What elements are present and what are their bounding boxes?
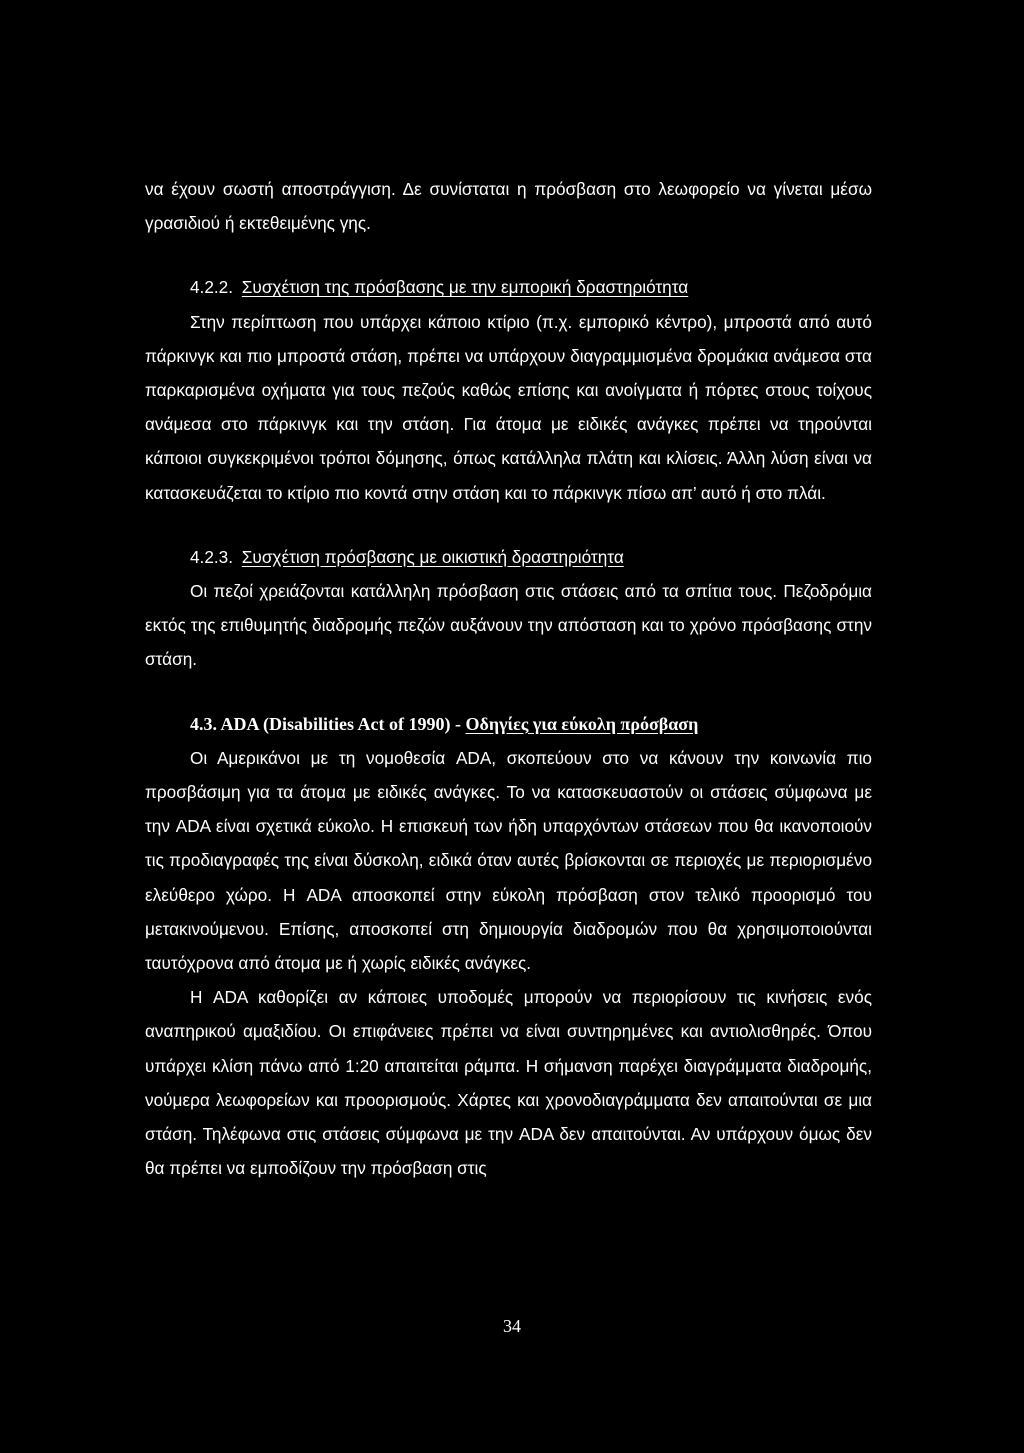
section-title: Συσχέτιση της πρόσβασης με την εμπορική δραστηριότητα: [241, 277, 689, 298]
page-content: [145, 172, 872, 1185]
section-paragraph-1: Οι Αμερικάνοι με τη νομοθεσία ADA, σκοπεύουν στο να κάνουν την κοινωνία πιο προσβάσιμη για τα άτομα με ειδικές ανάγκες. Το να κατασκευαστούν οι στάσεις σύμφωνα με την ADA είναι σχετικά εύκολο. Η επισκευή των ήδη υπαρχόντων στάσεων που θα ικανοποιούν τις προδιαγραφές της είναι δύσκολη, ειδικά όταν αυτές βρίσκονται σε περιοχές με περιορισμένο ελεύθερο χώρο. Η ADA αποσκοπεί στην εύκολη πρόσβαση στον τελικό προορισμό του μετακινούμενου. Επίσης, αποσκοπεί στη δημιουργία διαδρομών που θα χρησιμοποιούνται ταυτόχρονα από άτομα με ή χωρίς ειδικές ανάγκες.: [145, 747, 872, 974]
section-heading-4-2-3: [145, 540, 872, 574]
section-title: Οδηγίες για εύκολη πρόσβαση: [465, 713, 699, 734]
section-number: 4.2.3.: [190, 546, 234, 567]
section-number: 4.3.: [190, 713, 217, 734]
section-title-prefix: ADA (Disabilities Act of 1990) -: [220, 713, 466, 734]
section-body-4-2-3: Οι πεζοί χρειάζονται κατάλληλη πρόσβαση στις στάσεις από τα σπίτια τους. Πεζοδρόμια εκτός της επιθυμητής διαδρομής πεζών αυξάνουν την απόσταση και το χρόνο πρόσβασης στην στάση.: [145, 581, 872, 670]
section-number: 4.2.2.: [190, 277, 234, 298]
section-heading-4-3: [145, 707, 872, 741]
section-title: Συσχέτιση πρόσβασης με οικιστική δραστηριότητα: [241, 546, 624, 567]
page-number: 34: [503, 1316, 521, 1336]
intro-paragraph: να έχουν σωστή αποστράγγιση. Δε συνίσταται η πρόσβαση στο λεωφορείο να γίνεται μέσω γρασιδιού ή εκτεθειμένης γης.: [145, 179, 872, 234]
section-heading-4-2-2: [145, 270, 872, 304]
section-paragraph-2: Η ADA καθορίζει αν κάποιες υποδομές μπορούν να περιορίσουν τις κινήσεις ενός αναπηρικού αμαξιδίου. Οι επιφάνειες πρέπει να είναι συντηρημένες και αντιολισθηρές. Όπου υπάρχει κλίση πάνω από 1:20 απαιτείται ράμπα. Η σήμανση παρέχει διαγράμματα διαδρομής, νούμερα λεωφορείων και προορισμούς. Χάρτες και χρονοδιαγράμματα δεν απαιτούνται σε μια στάση. Τηλέφωνα στις στάσεις σύμφωνα με την ADA δεν απαιτούνται. Αν υπάρχουν όμως δεν θα πρέπει να εμποδίζουν την πρόσβαση στις: [145, 987, 872, 1179]
section-body-4-2-2: Στην περίπτωση που υπάρχει κάποιο κτίριο (π.χ. εμπορικό κέντρο), μπροστά από αυτό πάρκινγκ και πιο μπροστά στάση, πρέπει να υπάρχουν διαγραμμισμένα δρομάκια ανάμεσα στα παρκαρισμένα οχήματα για τους πεζούς καθώς επίσης και ανοίγματα ή πόρτες στους τοίχους ανάμεσα στο πάρκινγκ και την στάση. Για άτομα με ειδικές ανάγκες πρέπει να τηρούνται κάποιοι συγκεκριμένοι τρόποι δόμησης, όπως κατάλληλα πλάτη και κλίσεις. Άλλη λύση είναι να κατασκευάζεται το κτίριο πιο κοντά στην στάση και το πάρκινγκ πίσω απ’ αυτό ή στο πλάι.: [145, 311, 872, 503]
